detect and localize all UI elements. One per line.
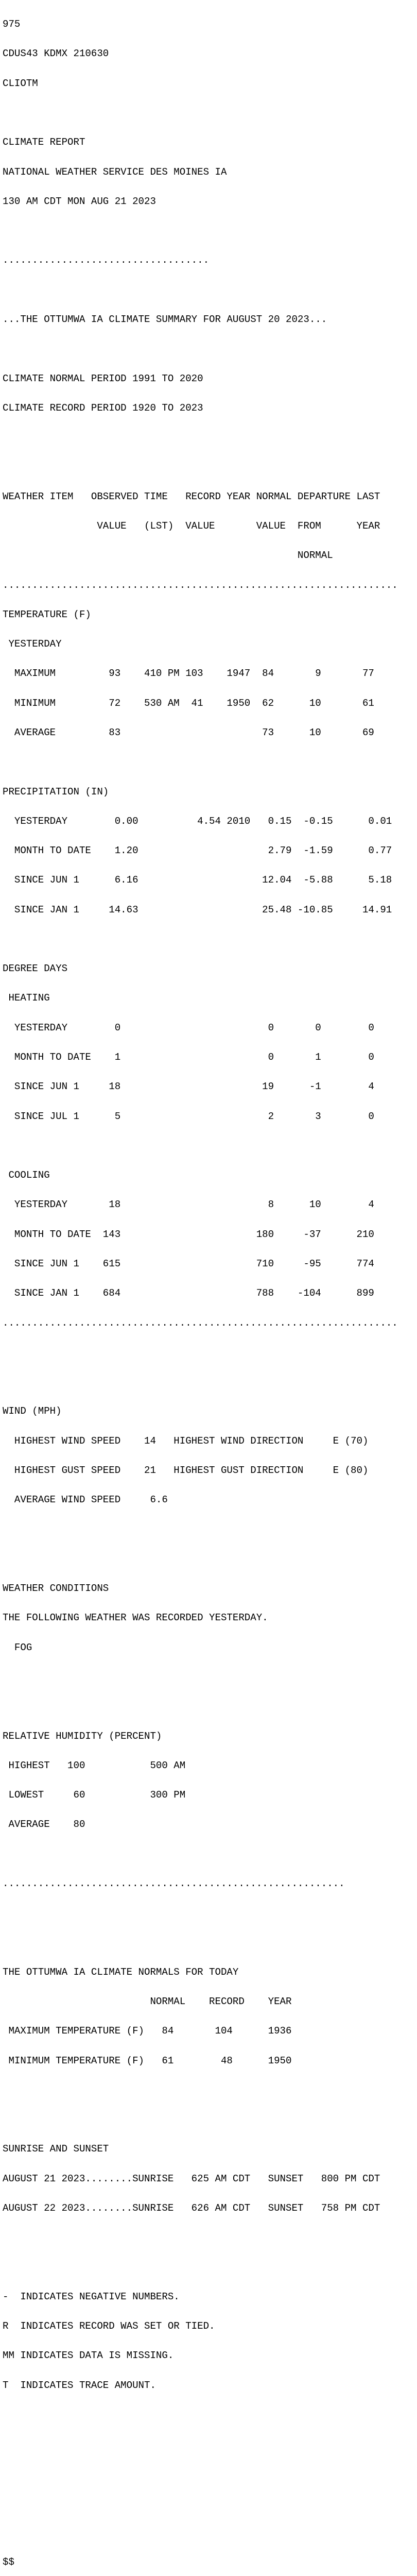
report-line: FOG: [3, 1641, 32, 1653]
table-row: MAXIMUM 93 410 PM 103 1947 84 9 77: [3, 668, 374, 680]
report-line: [3, 1141, 414, 1151]
report-line: [3, 462, 414, 472]
report-line: [3, 1850, 414, 1859]
dotted-divider: ...................................................................: [3, 1317, 398, 1329]
report-line: [3, 433, 414, 443]
report-line: 975: [3, 19, 21, 30]
table-row: MINIMUM TEMPERATURE (F) 61 48 1950: [3, 2055, 292, 2066]
subsection-label: YESTERDAY: [3, 638, 62, 650]
report-line: [3, 1525, 414, 1535]
report-line: [3, 226, 414, 236]
table-row: SINCE JUN 1 6.16 12.04 -5.88 5.18: [3, 874, 392, 886]
report-office: NATIONAL WEATHER SERVICE DES MOINES IA: [3, 166, 227, 178]
table-row: MONTH TO DATE 1 0 1 0: [3, 1052, 374, 1063]
report-line: CDUS43 KDMX 210630: [3, 48, 109, 60]
table-header: NORMAL RECORD YEAR: [3, 1996, 292, 2008]
report-line: [3, 1908, 414, 1918]
report-line: [3, 1672, 414, 1682]
table-row: YESTERDAY 0 0 0 0: [3, 1022, 374, 1033]
table-row: YESTERDAY 0.00 4.54 2010 0.15 -0.15 0.01: [3, 815, 392, 827]
table-row: MINIMUM 72 530 AM 41 1950 62 10 61: [3, 697, 374, 709]
report-line: [3, 2233, 414, 2243]
report-line: [3, 2499, 414, 2509]
table-row: SINCE JUN 1 18 19 -1 4: [3, 1081, 374, 1093]
report-line: [3, 344, 414, 354]
summary-heading: ...THE OTTUMWA IA CLIMATE SUMMARY FOR AUGUST 20 2023...: [3, 314, 327, 325]
table-row: SINCE JAN 1 684 788 -104 899: [3, 1287, 374, 1299]
dotted-divider: ..........................................................: [3, 1877, 345, 1889]
dotted-divider: ...................................................................: [3, 579, 398, 591]
section-temperature: TEMPERATURE (F): [3, 608, 91, 620]
report-line: [3, 2439, 414, 2449]
report-line: [3, 2469, 414, 2479]
report-line: CLIOTM: [3, 77, 38, 89]
report-line: [3, 1377, 414, 1387]
table-row: AVERAGE 83 73 10 69: [3, 726, 374, 738]
table-row: SINCE JUL 1 5 2 3 0: [3, 1110, 374, 1122]
report-line: [3, 935, 414, 944]
section-degree-days: DEGREE DAYS: [3, 963, 68, 975]
table-row: SINCE JUN 1 615 710 -95 774: [3, 1258, 374, 1269]
section-sunrise-sunset: SUNRISE AND SUNSET: [3, 2143, 109, 2155]
climate-report-text: [3, 0, 414, 2576]
report-line: [3, 108, 414, 118]
table-row: AUGUST 21 2023........SUNRISE 625 AM CDT SUNSET 800 PM CDT: [3, 2173, 380, 2184]
section-normals-today: THE OTTUMWA IA CLIMATE NORMALS FOR TODAY: [3, 1966, 239, 1978]
subsection-label: COOLING: [3, 1170, 50, 1181]
report-line: [3, 1348, 414, 1358]
table-row: SINCE JAN 1 14.63 25.48 -10.85 14.91: [3, 904, 392, 916]
dotted-divider: ...................................: [3, 255, 210, 266]
section-relative-humidity: RELATIVE HUMIDITY (PERCENT): [3, 1730, 162, 1742]
table-row: LOWEST 60 300 PM: [3, 1789, 186, 1801]
table-header: VALUE (LST) VALUE VALUE FROM YEAR: [3, 520, 380, 532]
legend-line: MM INDICATES DATA IS MISSING.: [3, 2350, 174, 2362]
report-line: [3, 1554, 414, 1564]
subsection-label: HEATING: [3, 992, 50, 1004]
table-row: HIGHEST 100 500 AM: [3, 1759, 186, 1771]
report-line: [3, 1702, 414, 1711]
table-row: AVERAGE 80: [3, 1819, 85, 1831]
report-line: [3, 1938, 414, 1947]
legend-line: T INDICATES TRACE AMOUNT.: [3, 2379, 156, 2391]
table-row: AUGUST 22 2023........SUNRISE 626 AM CDT SUNSET 758 PM CDT: [3, 2202, 380, 2214]
report-line: [3, 2528, 414, 2538]
table-row: HIGHEST GUST SPEED 21 HIGHEST GUST DIRECTION E (80): [3, 1464, 369, 1476]
report-line: THE FOLLOWING WEATHER WAS RECORDED YESTERDAY.: [3, 1612, 268, 1624]
legend-line: - INDICATES NEGATIVE NUMBERS.: [3, 2291, 180, 2302]
section-weather-conditions: WEATHER CONDITIONS: [3, 1583, 109, 1595]
end-marker: $$: [3, 2556, 14, 2568]
table-row: MONTH TO DATE 143 180 -37 210: [3, 1228, 374, 1240]
report-line: [3, 285, 414, 295]
record-period: CLIMATE RECORD PERIOD 1920 TO 2023: [3, 402, 203, 414]
table-row: MAXIMUM TEMPERATURE (F) 84 104 1936: [3, 2025, 292, 2037]
legend-line: R INDICATES RECORD WAS SET OR TIED.: [3, 2320, 215, 2332]
section-wind: WIND (MPH): [3, 1405, 62, 1417]
table-row: YESTERDAY 18 8 10 4: [3, 1199, 374, 1211]
table-header: NORMAL: [3, 550, 333, 562]
section-precipitation: PRECIPITATION (IN): [3, 786, 109, 798]
normal-period: CLIMATE NORMAL PERIOD 1991 TO 2020: [3, 372, 203, 384]
report-line: [3, 2410, 414, 2420]
table-row: HIGHEST WIND SPEED 14 HIGHEST WIND DIRECTION E (70): [3, 1435, 369, 1447]
report-title: CLIMATE REPORT: [3, 137, 85, 148]
report-line: [3, 2086, 414, 2095]
report-line: [3, 2263, 414, 2273]
table-row: AVERAGE WIND SPEED 6.6: [3, 1494, 168, 1506]
report-line: [3, 757, 414, 767]
report-line: [3, 2115, 414, 2125]
table-row: MONTH TO DATE 1.20 2.79 -1.59 0.77: [3, 845, 392, 857]
report-issued-time: 130 AM CDT MON AUG 21 2023: [3, 195, 156, 207]
table-header: WEATHER ITEM OBSERVED TIME RECORD YEAR NORMAL DEPARTURE LAST: [3, 490, 380, 502]
